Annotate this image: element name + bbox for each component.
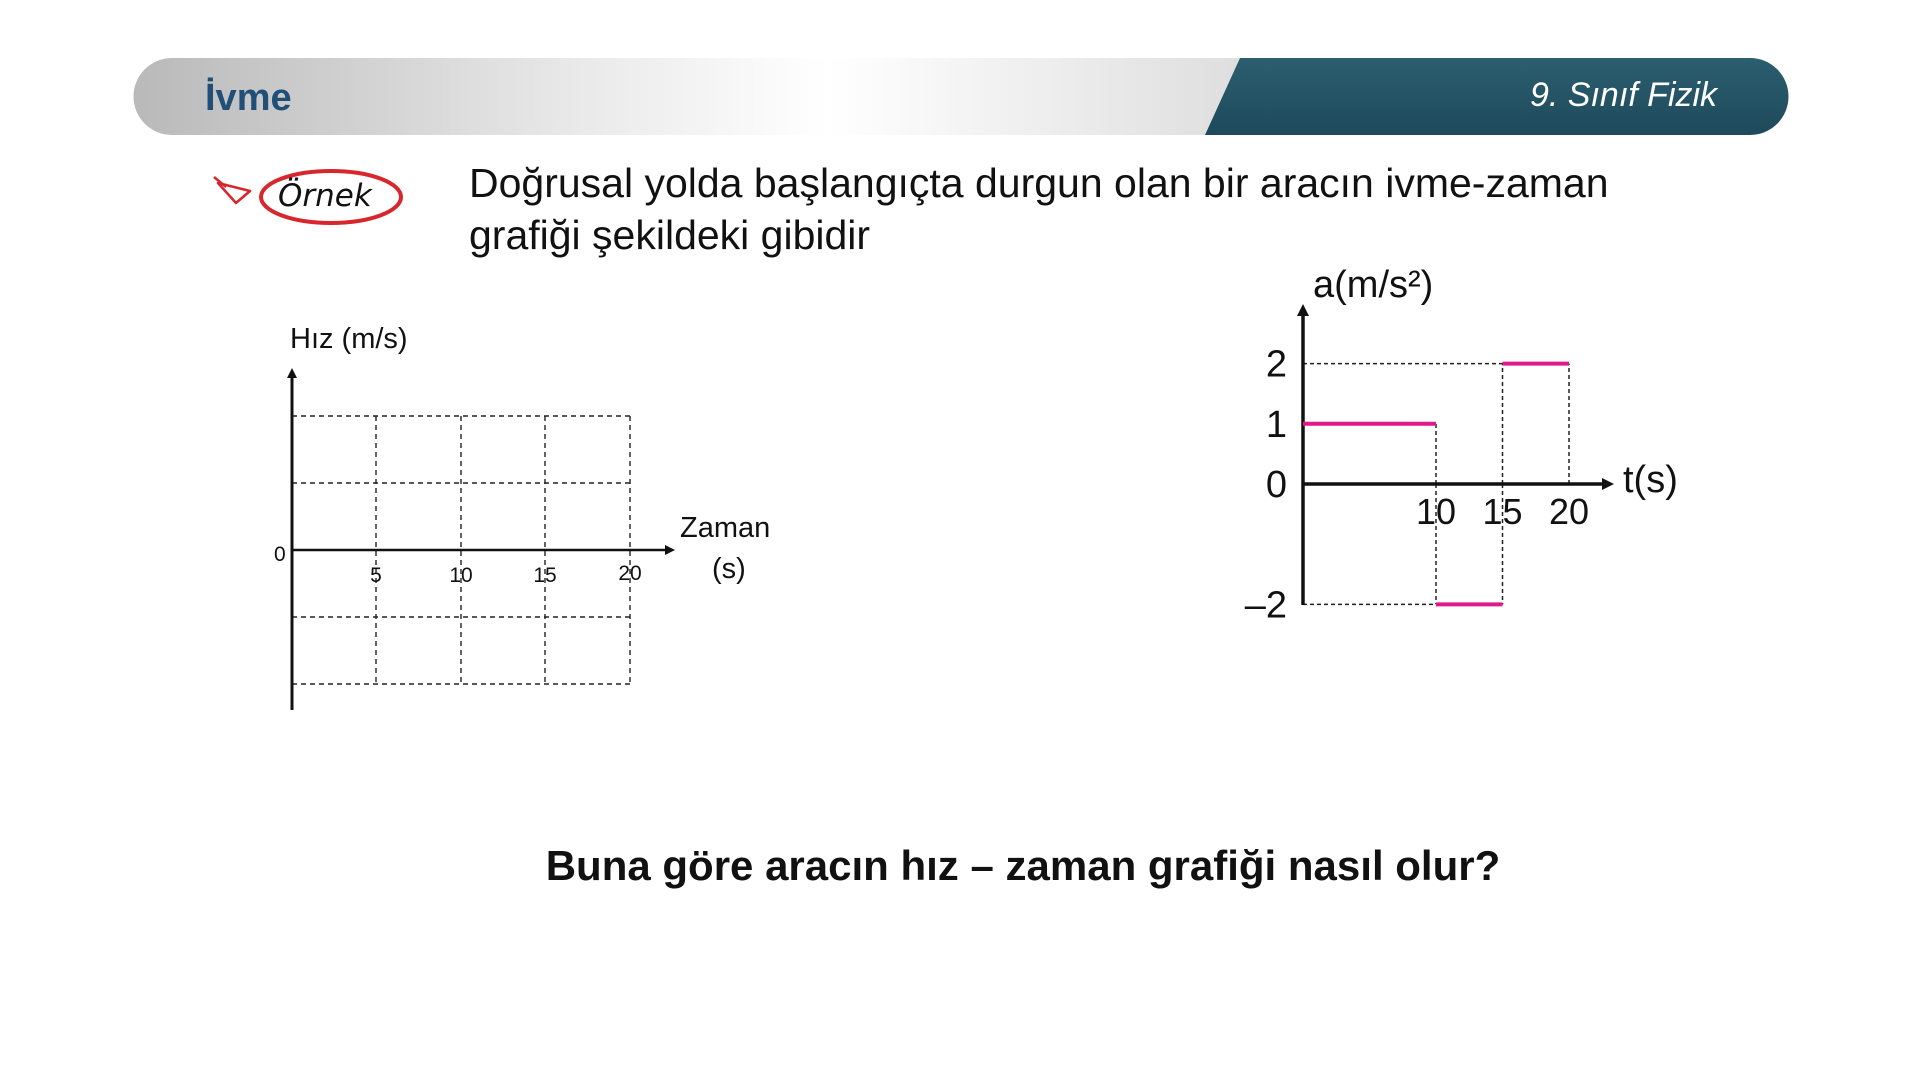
velocity-x-tick: 5 xyxy=(370,564,382,587)
acceleration-y-label: a(m/s²) xyxy=(1313,264,1434,306)
acceleration-x-tick: 20 xyxy=(1548,491,1590,532)
acceleration-y-tick: –2 xyxy=(1244,584,1287,627)
velocity-y-label: Hız (m/s) xyxy=(290,323,408,355)
acceleration-y-tick: 1 xyxy=(1265,403,1287,446)
page-title: İvme xyxy=(205,77,292,119)
velocity-x-tick: 15 xyxy=(533,564,557,587)
acceleration-y-tick: 2 xyxy=(1265,343,1287,386)
acceleration-y-tick: 0 xyxy=(1265,464,1287,506)
question-line-2: grafiği şekildeki gibidir xyxy=(469,212,871,258)
question-line-1: Doğrusal yolda başlangıçta durgun olan bir aracın ivme-zaman xyxy=(469,160,1609,206)
velocity-x-label: Zaman xyxy=(680,512,771,544)
example-label: Örnek xyxy=(278,178,372,214)
acceleration-x-tick: 15 xyxy=(1482,491,1523,532)
velocity-x-tick: 10 xyxy=(449,564,473,587)
velocity-x-unit: (s) xyxy=(712,553,746,585)
acceleration-x-label: t(s) xyxy=(1623,459,1678,501)
course-label: 9. Sınıf Fizik xyxy=(1530,76,1718,114)
question-prompt: Buna göre aracın hız – zaman grafiği nasıl olur? xyxy=(545,842,1501,889)
velocity-x-tick: 20 xyxy=(618,562,642,585)
velocity-origin-label: 0 xyxy=(274,543,286,566)
acceleration-x-tick: 10 xyxy=(1415,491,1457,532)
